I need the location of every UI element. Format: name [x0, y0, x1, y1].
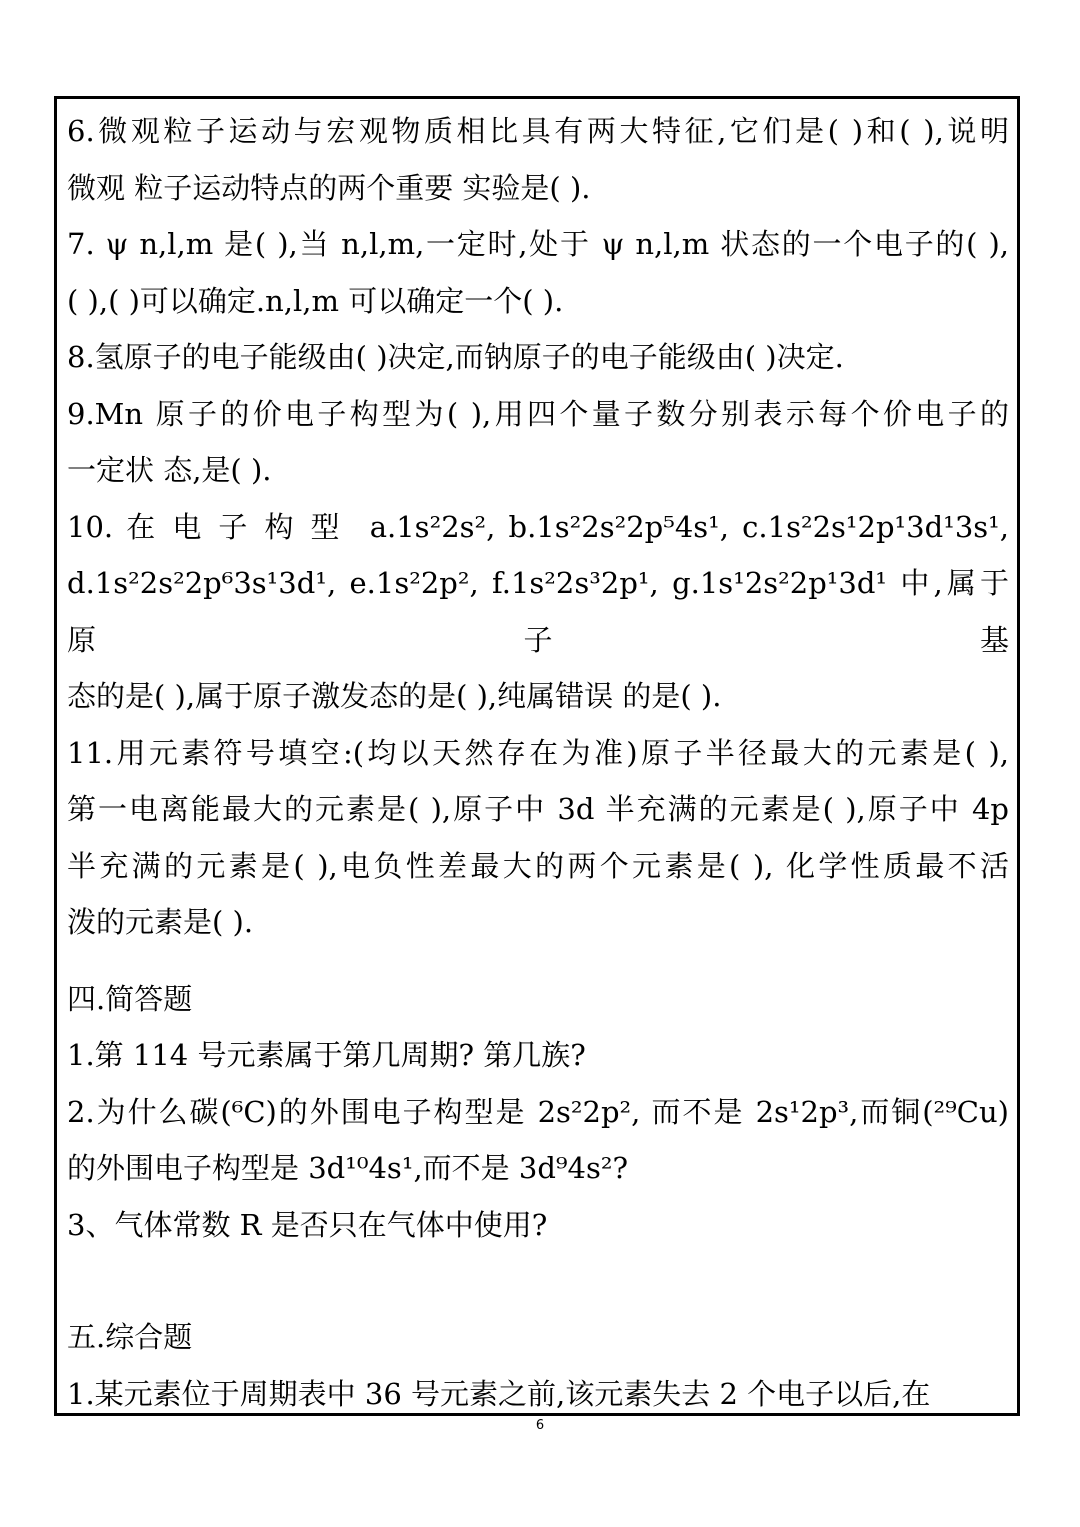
q7-line-2: ( ),( )可以确定.n,l,m 可以确定一个( ).: [67, 283, 564, 318]
sa2-line-2: 的外围电子构型是 3d¹⁰4s¹,而不是 3d⁹4s²?: [67, 1151, 629, 1185]
section-heading-short-answer: 四.简答题: [67, 981, 193, 1016]
section-gap: [67, 951, 1009, 971]
sa3-line: 3、气体常数 R 是否只在气体中使用?: [67, 1207, 548, 1242]
q10-line-3: 态的是( ),属于原子激发态的是( ),纯属错误 的是( ).: [67, 679, 722, 713]
section-heading-comprehensive: 五.综合题: [67, 1320, 193, 1354]
section-gap: [67, 1253, 1009, 1309]
q11-line-2: 第一电离能最大的元素是( ),原子中 3d 半充满的元素是( ),原子中 4p: [67, 792, 1009, 826]
q9-line-2: 一定状 态,是( ).: [67, 453, 272, 487]
q11-line-3: 半充满的元素是( ),电负性差最大的两个元素是( ), 化学性质最不活: [67, 848, 1009, 883]
q6-line-2: 微观 粒子运动特点的两个重要 实验是( ).: [67, 170, 591, 205]
document-body: [67, 103, 1009, 1422]
q10-line-1: 10. 在 电 子 构 型 a.1s²2s², b.1s²2s²2p⁵4s¹, c.1s²2s¹2p¹3d¹3s¹,: [67, 509, 1009, 544]
q9-line-1: 9.Mn 原子的价电子构型为( ),用四个量子数分别表示每个价电子的: [67, 396, 1009, 431]
sa2-line-1: 2.为什么碳(⁶C)的外围电子构型是 2s²2p², 而不是 2s¹2p³,而铜(²⁹Cu): [67, 1094, 1009, 1129]
page-number: 6: [535, 1418, 545, 1433]
q8-line: 8.氢原子的电子能级由( )决定,而钠原子的电子能级由( )决定.: [67, 340, 844, 374]
q7-line-1: 7. ψ n,l,m 是( ),当 n,l,m,一定时,处于 ψ n,l,m 状态的一个电子的( ),: [67, 227, 1009, 261]
cq1-line-1: 1.某元素位于周期表中 36 号元素之前,该元素失去 2 个电子以后,在: [67, 1376, 931, 1411]
page-frame: [54, 96, 1020, 1416]
q11-line-4: 泼的元素是( ).: [67, 905, 254, 939]
sa1-line: 1.第 114 号元素属于第几周期? 第几族?: [67, 1038, 586, 1072]
q10-line-2: d.1s²2s²2p⁶3s¹3d¹, e.1s²2p², f.1s²2s³2p¹, g.1s¹2s²2p¹3d¹ 中,属于原子基: [67, 566, 1009, 657]
q6-line-1: 6.微观粒子运动与宏观物质相比具有两大特征,它们是( )和( ),说明: [67, 114, 1009, 148]
q11-line-1: 11.用元素符号填空:(均以天然存在为准)原子半径最大的元素是( ),: [67, 735, 1009, 770]
